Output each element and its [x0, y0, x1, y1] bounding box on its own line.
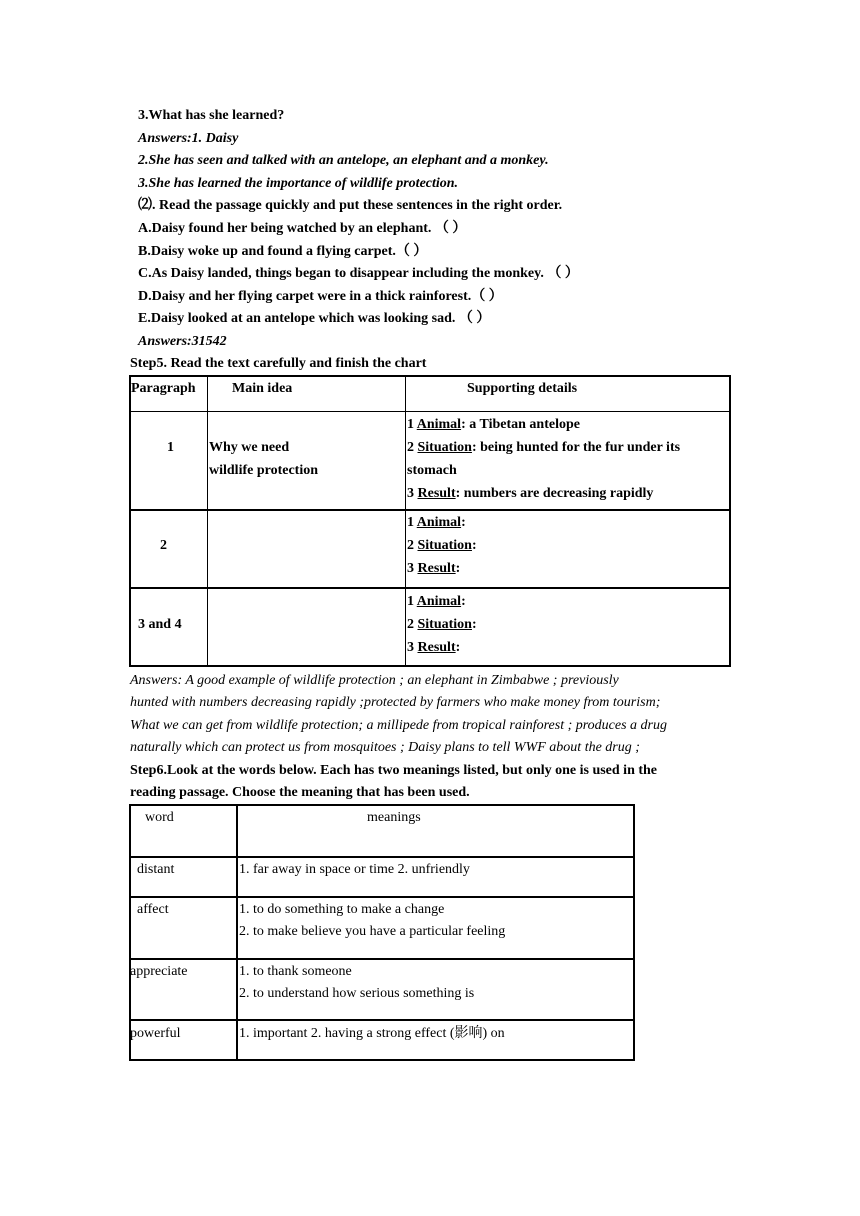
- meaning-affect-2: 2. to make believe you have a particular feeling: [239, 924, 506, 939]
- row3-detail-3: 3 Result:: [407, 640, 461, 655]
- question-3: 3.What has she learned?: [138, 108, 285, 123]
- row1-main-idea-2: wildlife protection: [209, 463, 319, 478]
- row1-paragraph: 1: [167, 440, 174, 455]
- chart-answer-line-2: hunted with numbers decreasing rapidly ;protected by farmers who make money from tourism;: [130, 695, 661, 710]
- meaning-appreciate-2: 2. to understand how serious something is: [239, 986, 475, 1001]
- word-distant: distant: [137, 862, 175, 877]
- task-2-title: ⑵. Read the passage quickly and put these sentences in the right order.: [138, 198, 563, 213]
- chart-table: [129, 375, 731, 667]
- header-main-idea: Main idea: [232, 381, 293, 396]
- word-appreciate: appreciate: [130, 964, 188, 979]
- meaning-powerful: 1. important 2. having a strong effect (影响) on: [239, 1026, 505, 1041]
- words-header-word: word: [145, 810, 174, 825]
- word-powerful: powerful: [130, 1026, 181, 1041]
- meaning-affect-1: 1. to do something to make a change: [239, 902, 445, 917]
- order-answers: Answers:31542: [138, 334, 227, 349]
- row2-paragraph: 2: [160, 538, 167, 553]
- order-item-b: B.Daisy woke up and found a flying carpet.（ ）: [138, 244, 428, 259]
- row1-detail-2-cont: stomach: [407, 463, 457, 478]
- chart-answer-line-4: naturally which can protect us from mosquitoes ; Daisy plans to tell WWF about the drug ;: [130, 740, 640, 755]
- row3-paragraph: 3 and 4: [138, 617, 182, 632]
- word-affect: affect: [137, 902, 169, 917]
- row2-detail-2: 2 Situation:: [407, 538, 477, 553]
- order-item-a: A.Daisy found her being watched by an elephant. （ ）: [138, 221, 467, 236]
- header-paragraph: Paragraph: [131, 381, 196, 396]
- row1-detail-2: 2 Situation: being hunted for the fur under its: [407, 440, 681, 455]
- row1-main-idea-1: Why we need: [209, 440, 290, 455]
- step6-heading-2: reading passage. Choose the meaning that has been used.: [130, 785, 470, 800]
- answer-line-2: 2.She has seen and talked with an antelope, an elephant and a monkey.: [138, 153, 549, 168]
- order-item-e: E.Daisy looked at an antelope which was looking sad. （ ）: [138, 311, 491, 326]
- words-table: [129, 804, 635, 1061]
- row1-detail-3: 3 Result: numbers are decreasing rapidly: [407, 486, 654, 501]
- row2-detail-1: 1 Animal:: [407, 515, 466, 530]
- row3-detail-2: 2 Situation:: [407, 617, 477, 632]
- answer-line-3: 3.She has learned the importance of wildlife protection.: [138, 176, 459, 191]
- answer-line-1: Answers:1. Daisy: [138, 131, 239, 146]
- step6-heading-1: Step6.Look at the words below. Each has two meanings listed, but only one is used in the: [130, 763, 658, 778]
- meaning-appreciate-1: 1. to thank someone: [239, 964, 352, 979]
- step5-heading: Step5. Read the text carefully and finish the chart: [130, 356, 427, 371]
- order-item-c: C.As Daisy landed, things began to disappear including the monkey. （ ）: [138, 266, 579, 281]
- words-header-meanings: meanings: [367, 810, 421, 825]
- chart-answer-line-3: What we can get from wildlife protection; a millipede from tropical rainforest ; produces a drug: [130, 718, 667, 733]
- meaning-distant: 1. far away in space or time 2. unfriendly: [239, 862, 470, 877]
- order-item-d: D.Daisy and her flying carpet were in a thick rainforest.（ ）: [138, 289, 503, 304]
- row1-detail-1: 1 Animal: a Tibetan antelope: [407, 417, 580, 432]
- chart-answer-line-1: Answers: A good example of wildlife protection ; an elephant in Zimbabwe ; previously: [130, 673, 619, 688]
- header-supporting-details: Supporting details: [467, 381, 578, 396]
- row3-detail-1: 1 Animal:: [407, 594, 466, 609]
- row2-detail-3: 3 Result:: [407, 561, 461, 576]
